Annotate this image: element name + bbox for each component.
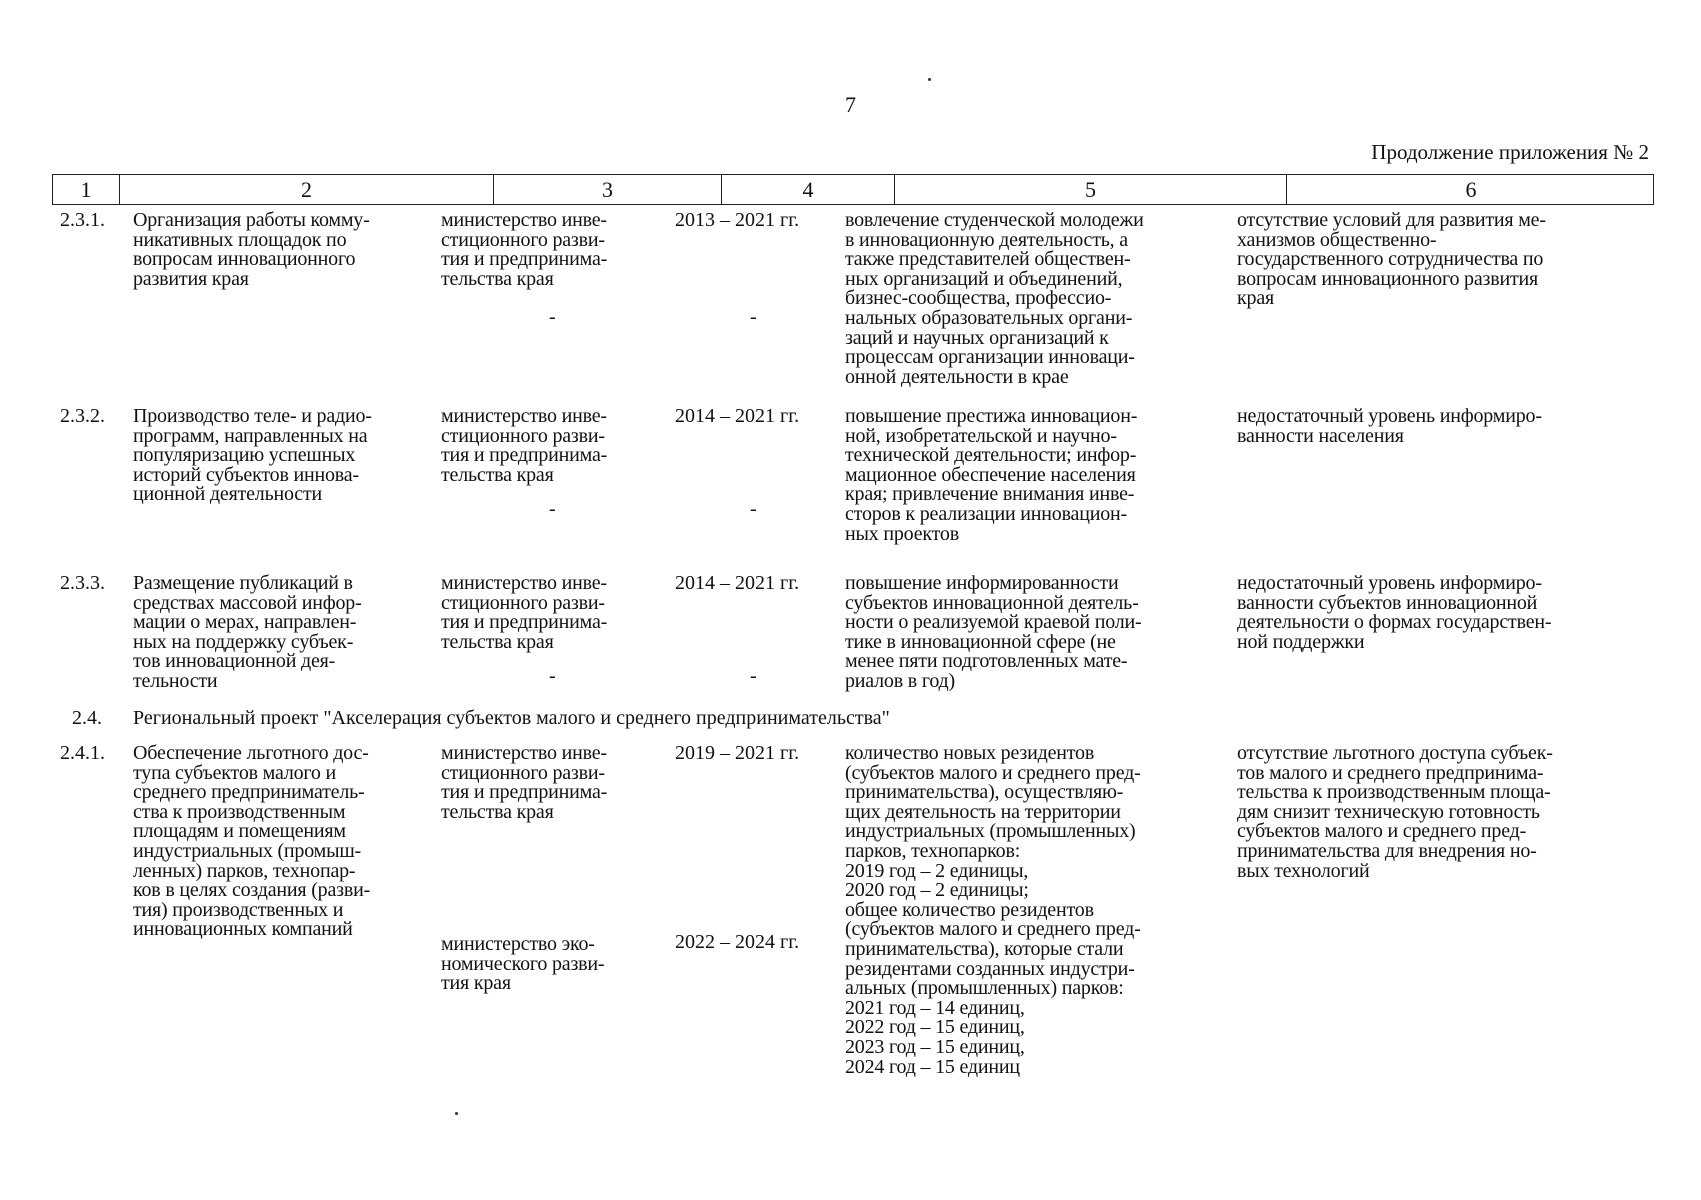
period-dash: - xyxy=(750,665,757,687)
executor-dash: - xyxy=(549,498,556,520)
executor-dash: - xyxy=(549,306,556,328)
period-cell: 2014 – 2021 гг. xyxy=(675,572,800,594)
table-header-row xyxy=(52,174,1654,205)
column-header-4: 4 xyxy=(721,175,894,204)
appendix-continuation: Продолжение приложения № 2 xyxy=(1371,140,1649,164)
executor-cell: министерство инве- стиционного разви- тия и предпринима- тельства края xyxy=(441,742,608,823)
row-number: 2.3.3. xyxy=(60,572,105,594)
row-number: 2.4.1. xyxy=(60,742,105,764)
scan-speck xyxy=(455,1112,458,1115)
row-number: 2.3.1. xyxy=(60,209,105,231)
result-cell: вовлечение студенческой молодежи в инновационную деятельность, а также представителей обществен- ных организаций и объединений, бизнес-сообщества, профессио- нальных образовательных органи- заций и научных организаций к процессам организации инноваци- онной деятельности в крае xyxy=(845,209,1144,388)
executor-cell: министерство инве- стиционного разви- тия и предпринима- тельства края xyxy=(441,572,608,653)
activity-cell: Организация работы комму- никативных площадок по вопросам инновационного развития края xyxy=(133,209,370,290)
column-header-5: 5 xyxy=(894,175,1286,204)
section-title: Региональный проект "Акселерация субъектов малого и среднего предпринимательства" xyxy=(133,707,890,729)
consequence-cell: недостаточный уровень информиро- ванности субъектов инновационной деятельности о формах государствен- ной поддержки xyxy=(1237,572,1552,653)
column-header-3: 3 xyxy=(493,175,721,204)
section-number: 2.4. xyxy=(72,707,102,729)
activity-cell: Размещение публикаций в средствах массовой инфор- мации о мерах, направлен- ных на поддержку субъек- тов инновационной дея- тельности xyxy=(133,572,362,692)
row-number: 2.3.2. xyxy=(60,405,105,427)
scan-speck xyxy=(928,78,931,81)
column-header-1: 1 xyxy=(80,176,92,202)
period-cell: 2019 – 2021 гг. xyxy=(675,742,800,764)
consequence-cell: отсутствие условий для развития ме- ханизмов общественно- государственного сотрудничества по вопросам инновационного развития края xyxy=(1237,209,1546,310)
period-dash: - xyxy=(750,306,757,328)
executor-dash: - xyxy=(549,665,556,687)
page-number: 7 xyxy=(845,92,856,117)
period-dash: - xyxy=(750,498,757,520)
executor-cell: министерство инве- стиционного разви- тия и предпринима- тельства края xyxy=(441,405,608,486)
result-cell: повышение информированности субъектов инновационной деятель- ности о реализуемой краевой поли- тике в инновационной сфере (не менее пяти подготовленных мате- риалов в год) xyxy=(845,572,1142,692)
activity-cell: Обеспечение льготного дос- тупа субъектов малого и среднего предприниматель- ства к производственным площадям и помещениям индустриальных (промыш- ленных) парков, технопар- ков в целях создания (разви- тия) производственных и инновационных компаний xyxy=(133,742,371,941)
consequence-cell: недостаточный уровень информиро- ванности населения xyxy=(1237,405,1542,447)
period-cell: 2013 – 2021 гг. xyxy=(675,209,800,231)
activity-cell: Производство теле- и радио- программ, направленных на популяризацию успешных историй субъектов иннова- ционной деятельности xyxy=(133,405,372,506)
executor-cell-2: министерство эко- номического разви- тия края xyxy=(441,933,605,995)
column-header-6: 6 xyxy=(1286,175,1655,204)
column-header-2: 2 xyxy=(119,175,493,204)
period-cell-2: 2022 – 2024 гг. xyxy=(675,931,800,953)
result-cell: повышение престижа инновацион- ной, изобретательской и научно- технической деятельности; инфор- мационное обеспечение населения края; привлечение внимания инве- сторов к реализации инновацион- ных проектов xyxy=(845,405,1138,545)
consequence-cell: отсутствие льготного доступа субъек- тов малого и среднего предпринима- тельства к производственным площа- дям снизит техническую готовность субъектов малого и среднего пред- принимательства для внедрения но- вых технологий xyxy=(1237,742,1553,882)
period-cell: 2014 – 2021 гг. xyxy=(675,405,800,427)
executor-cell: министерство инве- стиционного разви- тия и предпринима- тельства края xyxy=(441,209,608,290)
result-cell: количество новых резидентов (субъектов малого и среднего пред- принимательства), осуществляю- щих деятельность на территории индустриальных (промышленных) парков, технопарков: 2019 год – 2 единицы, 2020 год – 2 единицы; общее количество резидентов (субъектов малого и среднего пред- принимательства), которые стали резидентами созданных индустри- альных (промышленных) парков: 2021 год – 14 единиц, 2022 год – 15 единиц, 2023 год – 15 единиц, 2024 год – 15 единиц xyxy=(845,742,1141,1078)
